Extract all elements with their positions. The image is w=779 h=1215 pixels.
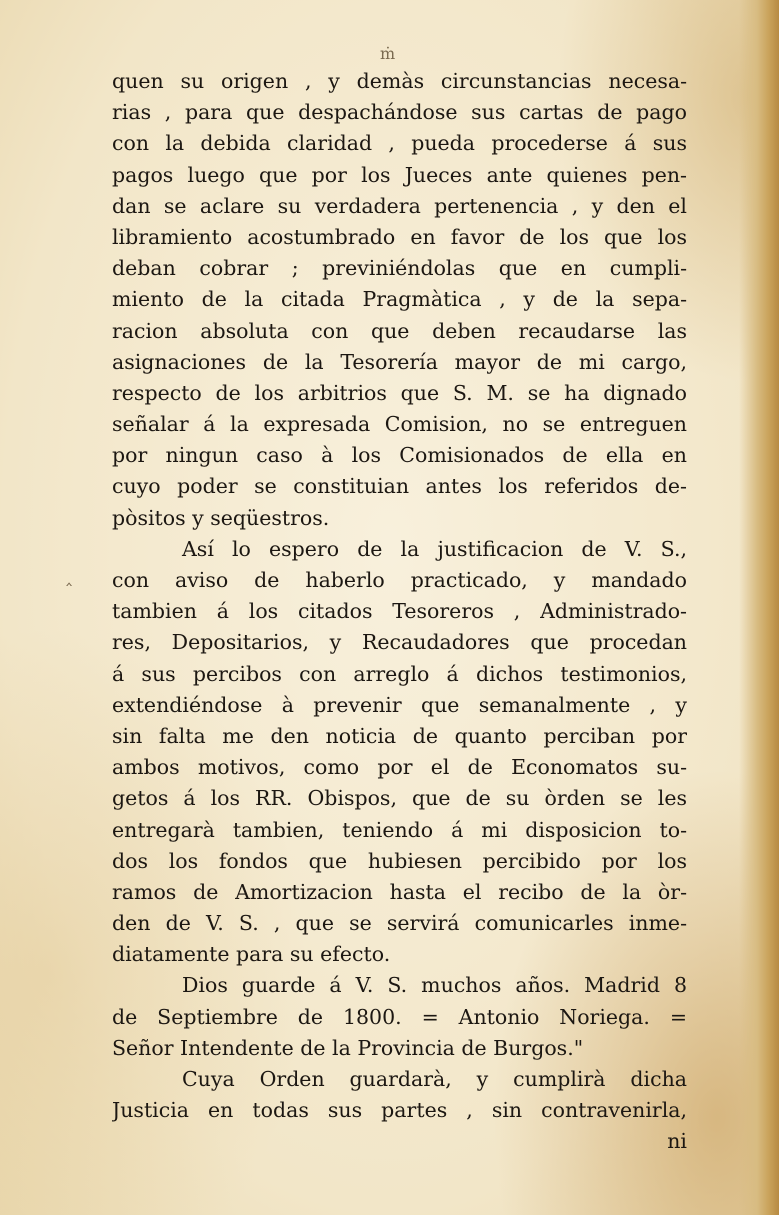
text-line: cuyo poder se constituian antes los referidos de- (112, 474, 687, 499)
text-line: con la debida claridad , pueda procederse á sus (112, 131, 687, 156)
text-line: Señor Intendente de la Provincia de Burgos." (112, 1035, 584, 1060)
text-line: por ningun caso à los Comisionados de ella en (112, 443, 687, 468)
text-line: señalar á la expresada Comision, no se entreguen (112, 412, 687, 437)
catchword: ni (667, 1129, 687, 1154)
text-line: den de V. S. , que se servirá comunicarles inme- (112, 911, 687, 936)
header-mark: ṁ (380, 44, 396, 63)
text-line: libramiento acostumbrado en favor de los que los (112, 224, 687, 249)
text-line: Justicia en todas sus partes , sin contravenirla, (112, 1098, 687, 1123)
text-line: de Septiembre de 1800. = Antonio Noriega. = (112, 1004, 687, 1029)
text-line: con aviso de haberlo practicado, y mandado (112, 568, 687, 592)
text-line: pòsitos y seqüestros. (112, 505, 330, 530)
text-line: tambien á los citados Tesoreros , Administrado- (112, 599, 687, 624)
text-line: sin falta me den noticia de quanto perciban por (112, 723, 687, 748)
text-line: dos los fondos que hubiesen percibido por los (112, 848, 687, 873)
text-line: respecto de los arbitrios que S. M. se ha dignado (112, 380, 687, 405)
text-line: miento de la citada Pragmàtica , y de la sepa- (112, 287, 687, 312)
text-line: ambos motivos, como por el de Economatos su- (112, 755, 687, 780)
text-line: quen su origen , y demàs circunstancias necesa- (112, 69, 687, 93)
text-line: ramos de Amortizacion hasta el recibo de la òr- (112, 879, 687, 904)
margin-mark: ‸ (66, 566, 73, 587)
text-line: racion absoluta con que deben recaudarse las (112, 318, 687, 343)
text-line: diatamente para su efecto. (112, 942, 391, 967)
text-line: entregarà tambien, teniendo á mi disposicion to- (112, 817, 687, 842)
text-line: deban cobrar ; previniéndolas que en cumpli- (112, 256, 687, 281)
body-text (112, 66, 687, 1158)
text-line: extendiéndose à prevenir que semanalmente , y (112, 692, 687, 717)
text-line: Dios guarde á V. S. muchos años. Madrid 8 (182, 973, 687, 998)
text-line: rias , para que despachándose sus cartas de pago (112, 100, 687, 125)
text-line: á sus percibos con arreglo á dichos testimonios, (112, 661, 687, 686)
text-line: dan se aclare su verdadera pertenencia , y den el (112, 193, 687, 218)
page-edge-stain (739, 0, 779, 1215)
text-line: res, Depositarios, y Recaudadores que procedan (112, 630, 687, 655)
text-line: Cuya Orden guardarà, y cumplirà dicha (182, 1067, 687, 1091)
text-line: asignaciones de la Tesorería mayor de mi cargo, (112, 349, 687, 374)
text-line: pagos luego que por los Jueces ante quienes pen- (112, 162, 687, 187)
text-line: Así lo espero de la justificacion de V. S., (182, 536, 687, 561)
text-line: getos á los RR. Obispos, que de su òrden se les (112, 786, 687, 811)
